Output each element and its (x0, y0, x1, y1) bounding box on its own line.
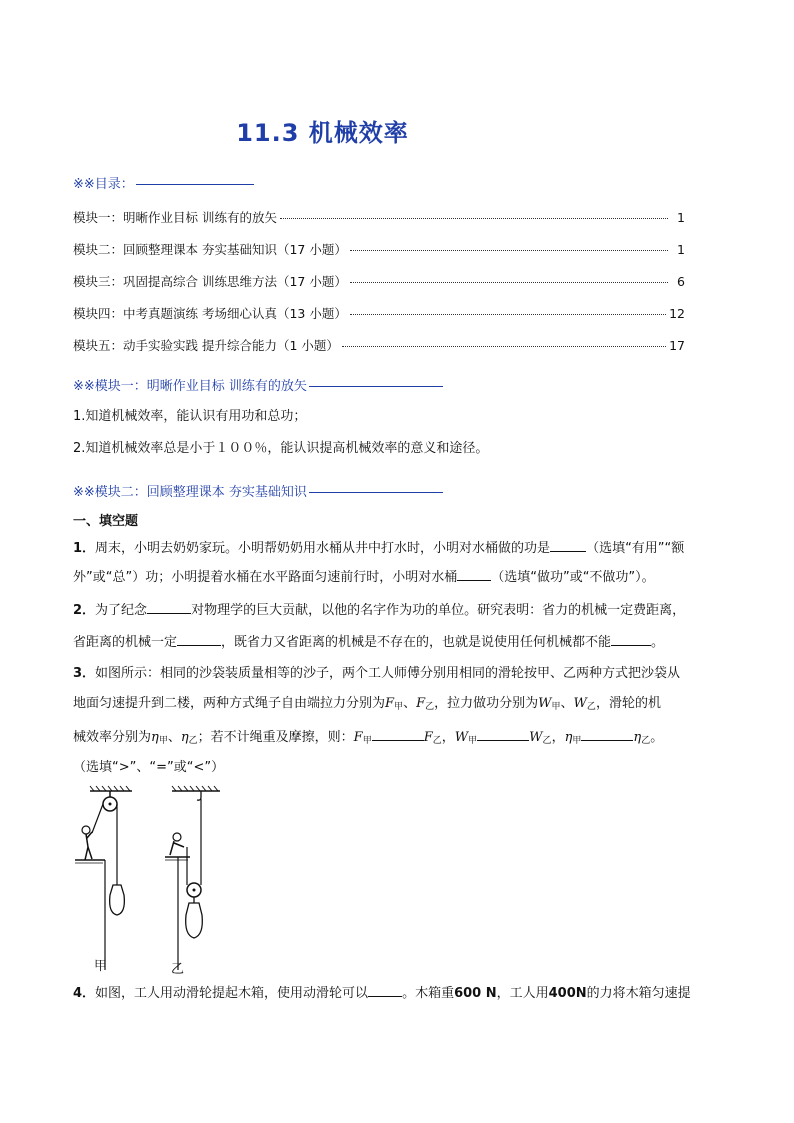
symbol-eta: η (564, 730, 573, 745)
toc-item-page: 17 (669, 338, 685, 353)
q4-text-a: 如图，工人用动滑轮提起木箱，使用动滑轮可以 (95, 986, 369, 1001)
answer-blank[interactable] (477, 727, 529, 741)
comma: ， (551, 730, 565, 745)
goal-2: 2.知道机械效率总是小于１００％，能认识提高机械效率的意义和途径。 (73, 441, 489, 456)
toc-item[interactable] (73, 304, 685, 322)
symbol-f: F (416, 696, 426, 711)
q2-number: 2． (73, 603, 96, 618)
toc-heading (73, 173, 254, 192)
sep: 、 (167, 730, 181, 745)
answer-blank[interactable] (581, 727, 633, 741)
sep: 、 (560, 696, 574, 711)
toc-item-label: 模块一：明晰作业目标 训练有的放矢 (73, 210, 277, 225)
symbol-f: F (423, 730, 433, 745)
q4-number: 4． (73, 986, 96, 1001)
q2-text-b: 对物理学的巨大贡献，以他的名字作为功的单位。研究表明：省力的机械一定费距离， (191, 603, 686, 618)
toc-item[interactable] (73, 208, 685, 226)
answer-blank[interactable] (457, 567, 491, 581)
symbol-w: W (573, 696, 587, 711)
q3-line2 (73, 694, 733, 717)
symbol-eta: η (633, 730, 642, 745)
toc-item[interactable] (73, 336, 685, 354)
q2-line2 (73, 632, 733, 653)
q2-text-e: 。 (651, 635, 665, 650)
q1-line2 (73, 567, 733, 588)
q3-text-a: 如图所示：相同的沙袋装质量相等的沙子，两个工人师傅分别用相同的滑轮按甲、乙两种方式把沙袋从 (95, 666, 681, 681)
toc-item-label: 模块三：巩固提高综合 训练思维方法（17 小题） (73, 274, 347, 289)
q2-text-c: 省距离的机械一定 (73, 635, 178, 650)
q4-force: 400N (548, 986, 587, 1001)
q1-text-d: （选填“做功”或“不做功”）。 (491, 570, 655, 585)
q3-text-e: 械效率分别为 (73, 730, 152, 745)
toc-item-page: 12 (669, 306, 685, 321)
sub-jia: 甲 (394, 702, 404, 712)
module2-heading-text: ※※模块二：回顾整理课本 夯实基础知识 (73, 485, 307, 500)
symbol-w: W (538, 696, 552, 711)
toc-leader (350, 314, 666, 315)
toc-leader (350, 282, 668, 283)
goal-1: 1.知道机械效率，能认识有用功和总功； (73, 409, 307, 424)
module2-heading (73, 481, 443, 500)
q3-text-d: ，滑轮的机 (595, 696, 661, 711)
q3-line4: （选填“>”、“=”或“<”） (73, 760, 225, 775)
symbol-eta: η (180, 730, 189, 745)
heading-rule (136, 184, 254, 185)
sub-jia: 甲 (468, 736, 478, 746)
toc-leader (280, 218, 668, 219)
q3-number: 3． (73, 666, 96, 681)
q3-text-c: ，拉力做功分别为 (434, 696, 539, 711)
q4-weight: 600 N (454, 986, 497, 1001)
sub-jia: 甲 (551, 702, 561, 712)
symbol-f: F (385, 696, 395, 711)
sub-jia: 甲 (158, 736, 168, 746)
answer-blank[interactable] (372, 727, 424, 741)
pulley-figure (70, 785, 240, 970)
q2-text-a: 为了纪念 (95, 603, 148, 618)
heading-rule (309, 386, 443, 387)
toc-item[interactable] (73, 272, 685, 290)
q3-line3 (73, 727, 733, 751)
module1-heading (73, 375, 443, 394)
figure-label-yi: 乙 (171, 962, 185, 977)
sub-yi: 乙 (425, 702, 435, 712)
q1-text-c: 外”或“总”）功；小明提着水桶在水平路面匀速前行时，小明对水桶 (73, 570, 458, 585)
sub-jia: 甲 (362, 736, 372, 746)
q4-text-b: 。木箱重 (402, 986, 455, 1001)
sub-yi: 乙 (586, 702, 596, 712)
q3-text-f: ；若不计绳重及摩擦，则： (197, 730, 354, 745)
period: 。 (650, 730, 664, 745)
q1-number: 1． (73, 541, 96, 556)
q3-text-b: 地面匀速提升到二楼，两种方式绳子自由端拉力分别为 (73, 696, 386, 711)
symbol-w: W (529, 730, 543, 745)
sub-yi: 乙 (188, 736, 198, 746)
toc-item-label: 模块四：中考真题演练 考场细心认真（13 小题） (73, 306, 347, 321)
symbol-eta: η (151, 730, 159, 745)
q3-line1 (73, 664, 733, 684)
toc-leader (350, 250, 668, 251)
toc-item-page: 6 (677, 274, 685, 289)
heading-rule (309, 492, 443, 493)
page-title: 11.3 机械效率 (236, 119, 409, 147)
sub-yi: 乙 (641, 736, 651, 746)
q1-line1 (73, 538, 733, 559)
answer-blank[interactable] (177, 632, 221, 646)
answer-blank[interactable] (611, 632, 651, 646)
answer-blank[interactable] (550, 538, 586, 552)
toc-item-label: 模块五：动手实验实践 提升综合能力（1 小题） (73, 338, 339, 353)
sub-yi: 乙 (542, 736, 552, 746)
q4-text-c: ，工人用 (496, 986, 549, 1001)
sep: 、 (403, 696, 417, 711)
toc-item-label: 模块二：回顾整理课本 夯实基础知识（17 小题） (73, 242, 347, 257)
q1-text-a: 周末，小明去奶奶家玩。小明帮奶奶用水桶从井中打水时，小明对水桶做的功是 (95, 541, 551, 556)
sub-jia: 甲 (572, 736, 582, 746)
symbol-w: W (454, 730, 469, 745)
toc-leader (342, 346, 666, 347)
q4-line1 (73, 983, 733, 1004)
figure-label-jia: 甲 (94, 959, 108, 974)
toc-item[interactable] (73, 240, 685, 258)
module1-heading-text: ※※模块一：明晰作业目标 训练有的放矢 (73, 379, 307, 394)
comma: ， (441, 730, 455, 745)
sub-yi: 乙 (432, 736, 442, 746)
toc-item-page: 1 (677, 210, 685, 225)
answer-blank[interactable] (368, 983, 402, 997)
toc-heading-text: ※※目录： (73, 177, 134, 192)
toc-item-page: 1 (677, 242, 685, 257)
q4-text-d: 的力将木箱匀速提 (586, 986, 691, 1001)
q1-text-b: （选填“有用”“额 (586, 541, 685, 556)
symbol-f: F (353, 730, 363, 745)
part-title: 一、填空题 (73, 514, 139, 529)
q2-line1 (73, 600, 733, 621)
q2-text-d: ，既省力又省距离的机械是不存在的，也就是说使用任何机械都不能 (221, 635, 612, 650)
answer-blank[interactable] (147, 600, 191, 614)
